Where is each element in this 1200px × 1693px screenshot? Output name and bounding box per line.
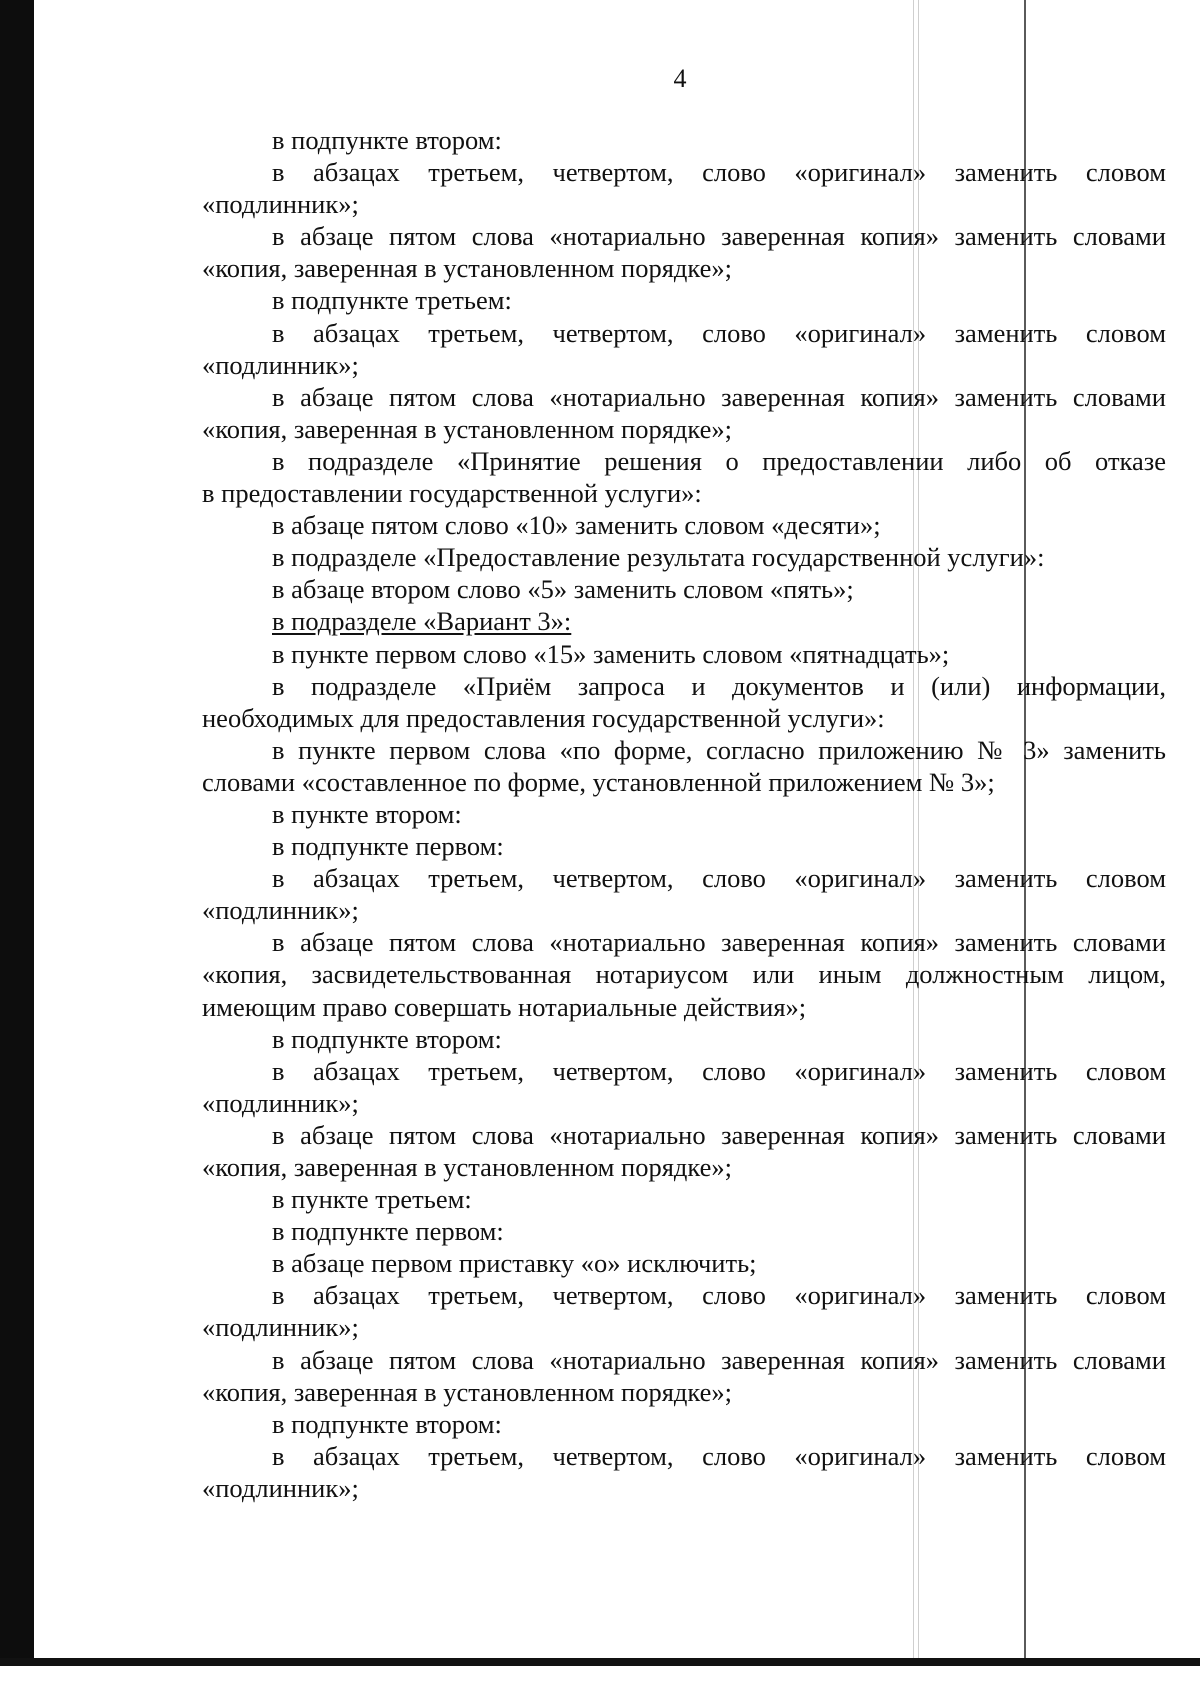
text-line: в пункте первом слова «по форме, согласно приложению № 3» заменить	[272, 734, 1166, 765]
text-line: в абзаце первом приставку «о» исключить;	[272, 1248, 757, 1279]
text-line: «копия, заверенная в установленном порядке»;	[202, 1376, 732, 1407]
text-line: в подпункте первом:	[272, 831, 504, 862]
text-line: в пункте втором:	[272, 798, 462, 829]
text-line: в подпункте втором:	[272, 125, 502, 155]
underlined-text: в подразделе «Вариант 3»:	[272, 606, 572, 637]
text-line: в абзацах третьем, четвертом, слово «оригинал» заменить словом	[272, 1440, 1166, 1471]
text-line: «подлинник»;	[202, 1087, 359, 1118]
text-line: «копия, заверенная в установленном порядке»;	[202, 253, 732, 284]
text-line: в абзаце пятом слова «нотариально заверенная копия» заменить словами	[272, 381, 1166, 412]
document-body	[202, 124, 1166, 1504]
text-line: «подлинник»;	[202, 1472, 359, 1503]
text-line: «копия, заверенная в установленном порядке»;	[202, 1152, 732, 1182]
text-line: в предоставлении государственной услуги»:	[202, 478, 702, 509]
text-line: в абзацах третьем, четвертом, слово «оригинал» заменить словом	[272, 157, 1166, 188]
text-line: в абзацах третьем, четвертом, слово «оригинал» заменить словом	[272, 863, 1166, 894]
text-line: в подразделе «Предоставление результата государственной услуги»:	[272, 542, 1045, 573]
text-line: в подпункте первом:	[272, 1216, 504, 1247]
text-line: в подпункте втором:	[272, 1023, 502, 1054]
text-line: в абзаце пятом слова «нотариально заверенная копия» заменить словами	[272, 221, 1166, 252]
scan-left-edge	[0, 0, 34, 1665]
text-line: в подпункте втором:	[272, 1408, 502, 1439]
text-line: в абзацах третьем, четвертом, слово «оригинал» заменить словом	[272, 317, 1166, 348]
text-line: «подлинник»;	[202, 189, 359, 220]
text-line: имеющим право совершать нотариальные действия»;	[202, 991, 807, 1022]
text-line: в абзаце пятом слова «нотариально заверенная копия» заменить словами	[272, 927, 1166, 958]
text-line: необходимых для предоставления государственной услуги»:	[202, 702, 885, 733]
scan-bottom-edge	[0, 1658, 1200, 1666]
text-line: в подпункте третьем:	[272, 285, 512, 316]
text-line: в подразделе «Приём запроса и документов и (или) информации,	[272, 670, 1166, 701]
text-line: в абзаце втором слово «5» заменить словом «пять»;	[272, 574, 854, 605]
text-line: «копия, заверенная в установленном порядке»;	[202, 413, 732, 444]
text-line: «копия, засвидетельствованная нотариусом или иным должностным лицом,	[202, 959, 1166, 990]
text-line: в абзацах третьем, четвертом, слово «оригинал» заменить словом	[272, 1280, 1166, 1311]
text-line: в пункте третьем:	[272, 1184, 472, 1215]
text-line: «подлинник»;	[202, 1312, 359, 1343]
text-line: словами «составленное по форме, установленной приложением № 3»;	[202, 766, 995, 797]
text-line: в абзацах третьем, четвертом, слово «оригинал» заменить словом	[272, 1055, 1166, 1086]
subsection-heading-line	[202, 605, 1166, 637]
text-line: в абзаце пятом слова «нотариально заверенная копия» заменить словами	[272, 1344, 1166, 1375]
text-line: «подлинник»;	[202, 349, 359, 380]
page-number: 4	[673, 64, 687, 93]
text-line: в абзаце пятом слова «нотариально заверенная копия» заменить словами	[272, 1119, 1166, 1150]
text-line: в абзаце пятом слово «10» заменить словом «десяти»;	[272, 510, 881, 541]
text-line: «подлинник»;	[202, 895, 359, 926]
text-line: в подразделе «Принятие решения о предоставлении либо об отказе	[272, 445, 1166, 476]
text-line: в пункте первом слово «15» заменить словом «пятнадцать»;	[272, 638, 950, 669]
